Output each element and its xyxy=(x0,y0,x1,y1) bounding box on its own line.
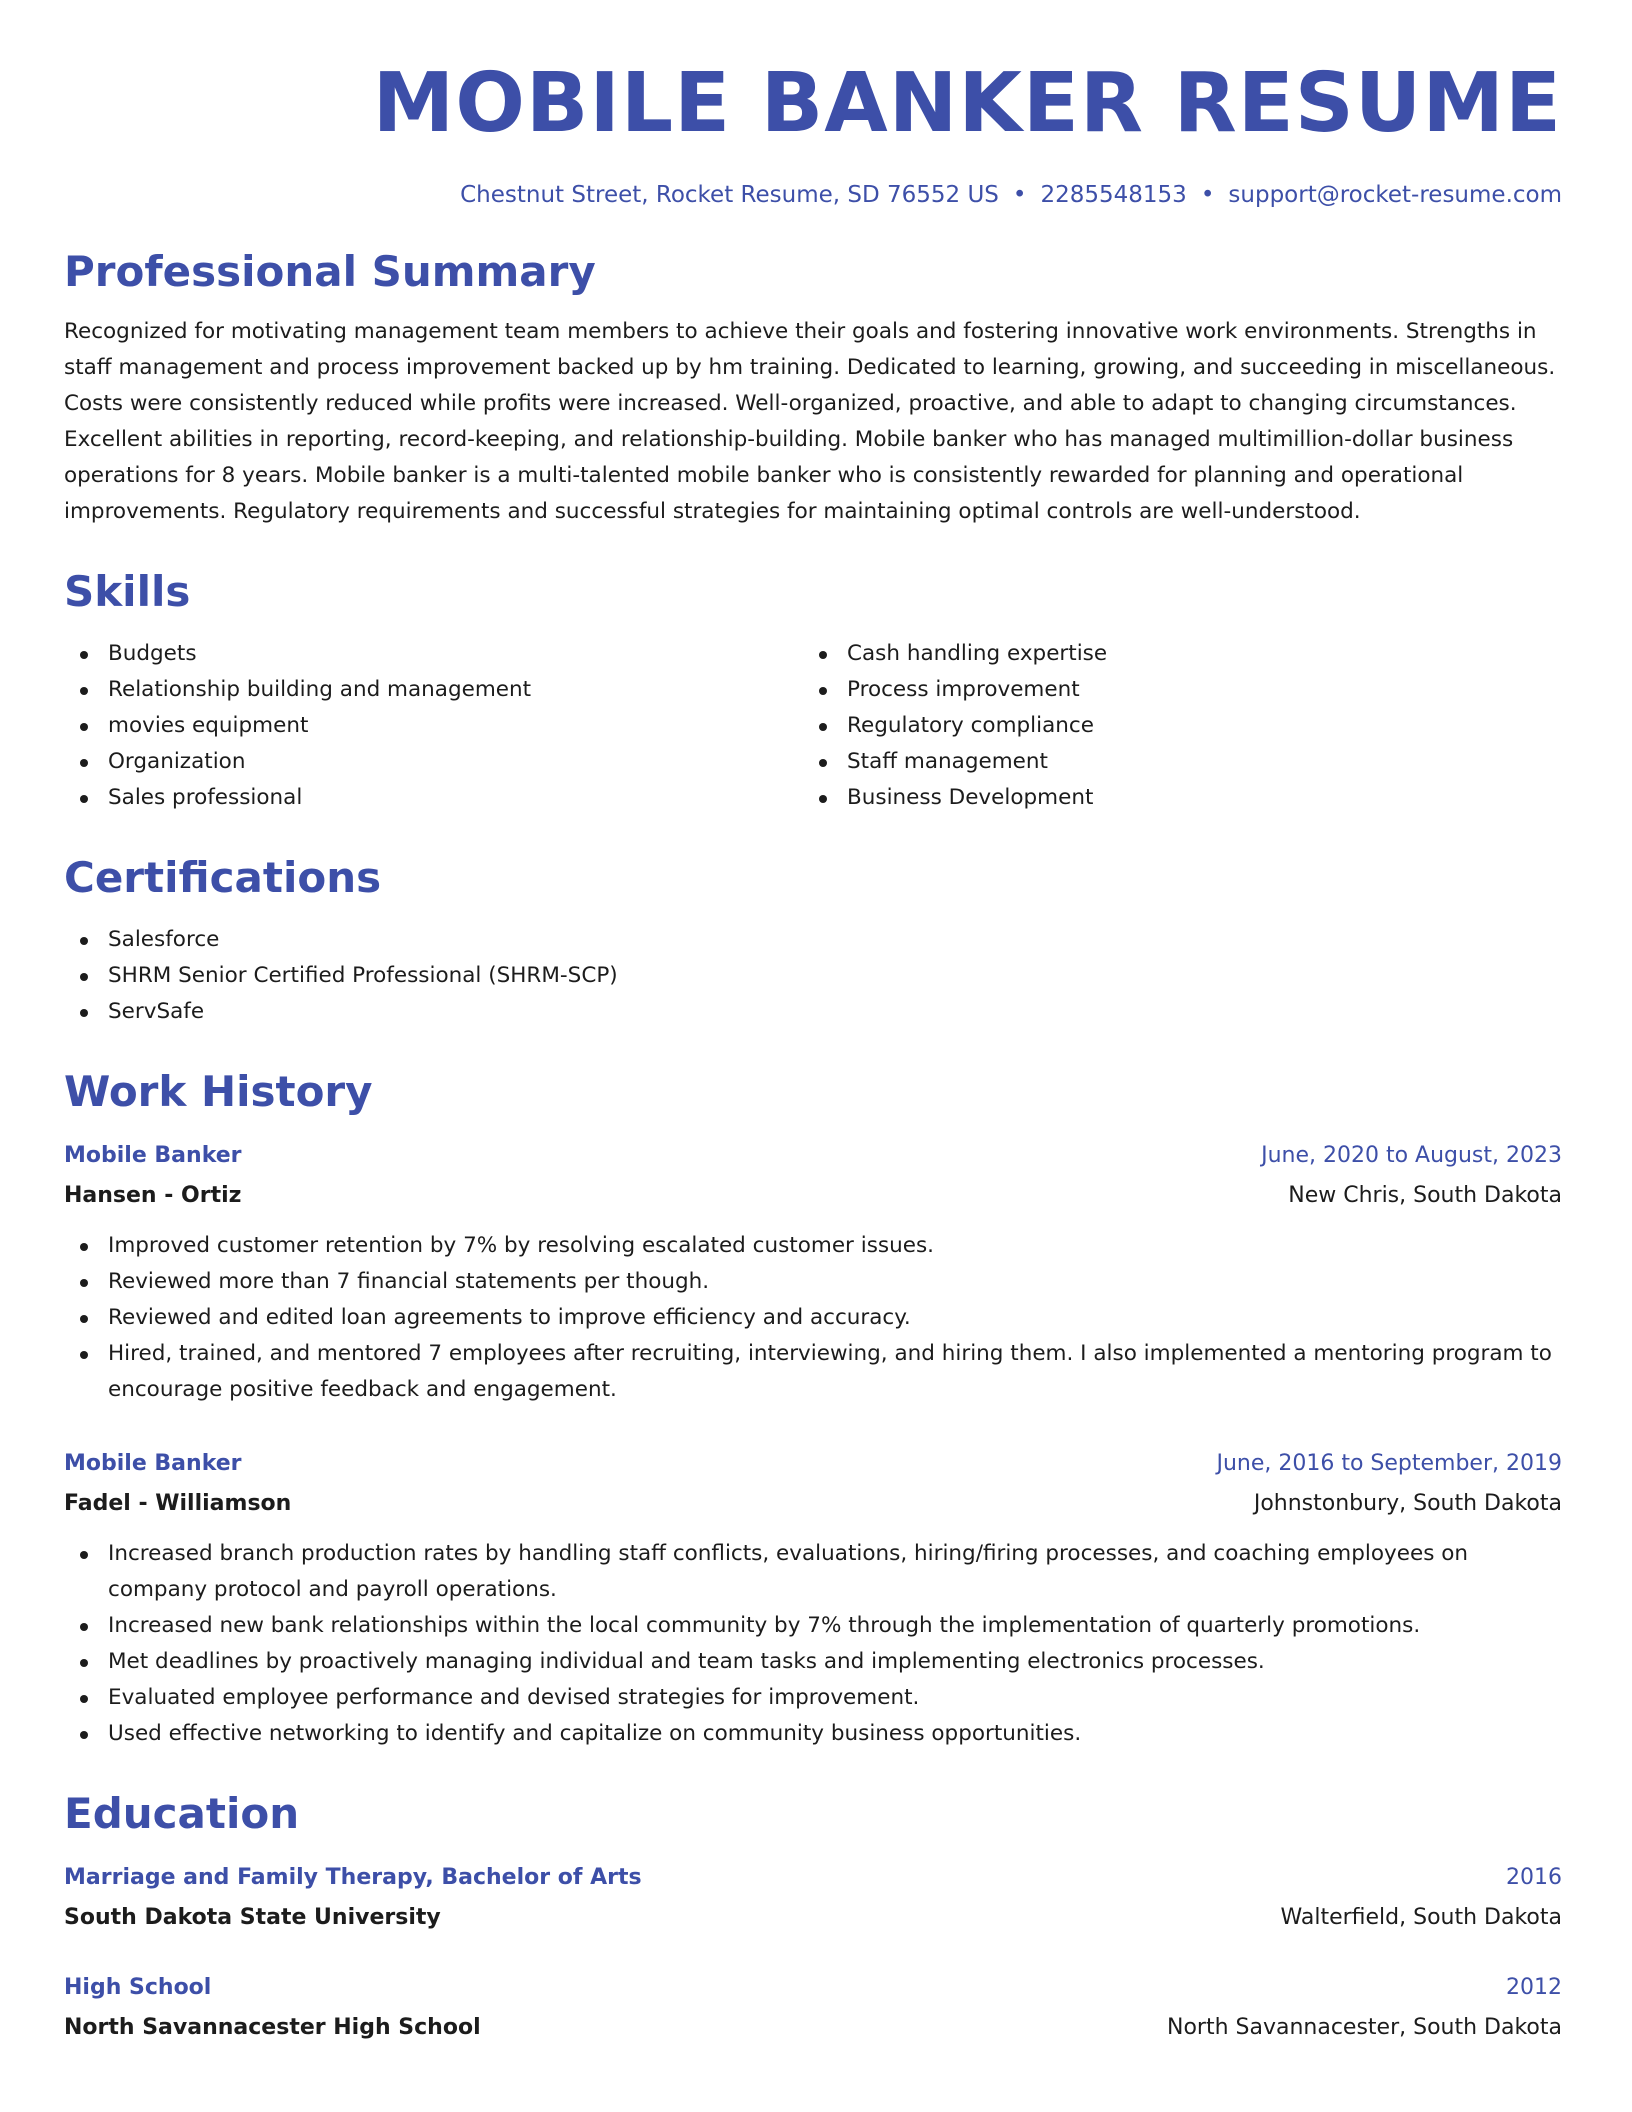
job-bullet: Reviewed and edited loan agreements to improve efficiency and accuracy. xyxy=(64,1300,1562,1336)
skills-grid xyxy=(64,636,1562,816)
skills-column-right xyxy=(803,636,1542,816)
job-company: Fadel - Williamson xyxy=(64,1491,292,1516)
job-company: Hansen - Ortiz xyxy=(64,1183,242,1208)
job-bullet: Increased new bank relationships within the local community by 7% through the implementation of quarterly promotions. xyxy=(64,1608,1562,1644)
contact-address: Chestnut Street, Rocket Resume, SD 76552 US xyxy=(460,182,999,208)
job-dates: June, 2016 to September, 2019 xyxy=(1216,1451,1562,1476)
job-entry xyxy=(64,1444,1562,1752)
contact-separator: • xyxy=(1012,182,1027,208)
education-school: North Savannacester High School xyxy=(64,2015,481,2040)
certifications-list xyxy=(64,922,1562,1030)
job-title-row xyxy=(64,1136,1562,1176)
professional-summary-section xyxy=(64,246,1562,530)
education-degree: Marriage and Family Therapy, Bachelor of Arts xyxy=(64,1865,642,1890)
section-heading-work-history: Work History xyxy=(64,1067,373,1116)
work-history-section xyxy=(64,1066,1562,1752)
education-year: 2016 xyxy=(1506,1865,1562,1890)
summary-text: Recognized for motivating management team members to achieve their goals and fostering innovative work environments. Strengths in staff management and process improvement backed up by hm training. Dedicated to learning, growing, and succeeding in miscellaneous. Costs were consistently reduced while profits were increased. Well-organized, proactive, and able to adapt to changing circumstances. Excellent abilities in reporting, record-keeping, and relationship-building. Mobile banker who has managed multimillion-dollar business operations for 8 years. Mobile banker is a multi-talented mobile banker who is consistently rewarded for planning and operational improvements. Regulatory requirements and successful strategies for maintaining optimal controls are well-understood. xyxy=(64,319,1556,524)
education-degree-row xyxy=(64,1968,1562,2008)
education-degree-row xyxy=(64,1858,1562,1898)
skill-item: Regulatory compliance xyxy=(803,708,1542,744)
section-heading-skills: Skills xyxy=(64,567,191,616)
job-bullet: Evaluated employee performance and devised strategies for improvement. xyxy=(64,1680,1562,1716)
job-bullet: Hired, trained, and mentored 7 employees after recruiting, interviewing, and hiring them. I also implemented a mentoring program to encourage positive feedback and engagement. xyxy=(64,1336,1562,1408)
job-company-row xyxy=(64,1484,1562,1524)
skill-item: Cash handling expertise xyxy=(803,636,1542,672)
education-school-row xyxy=(64,1898,1562,1938)
skills-section xyxy=(64,566,1562,816)
section-heading-certifications: Certifications xyxy=(64,853,382,902)
certifications-section xyxy=(64,852,1562,1030)
skill-item: Budgets xyxy=(64,636,803,672)
job-company-row xyxy=(64,1176,1562,1216)
skill-item: Sales professional xyxy=(64,780,803,816)
skill-item: Organization xyxy=(64,744,803,780)
job-bullets xyxy=(64,1228,1562,1408)
job-title-row xyxy=(64,1444,1562,1484)
section-heading-summary: Professional Summary xyxy=(64,247,596,296)
education-school-row xyxy=(64,2008,1562,2048)
certification-item: ServSafe xyxy=(64,994,1562,1030)
contact-separator: • xyxy=(1200,182,1215,208)
education-location: Walterfield, South Dakota xyxy=(1280,1905,1562,1930)
contact-line xyxy=(64,180,1562,210)
job-dates: June, 2020 to August, 2023 xyxy=(1261,1143,1562,1168)
education-year: 2012 xyxy=(1506,1975,1562,2000)
job-entry xyxy=(64,1136,1562,1408)
education-entry xyxy=(64,1858,1562,1938)
education-degree: High School xyxy=(64,1975,212,2000)
job-role: Mobile Banker xyxy=(64,1143,242,1168)
skill-item: movies equipment xyxy=(64,708,803,744)
certification-item: Salesforce xyxy=(64,922,1562,958)
education-school: South Dakota State University xyxy=(64,1905,441,1930)
resume-title: MOBILE BANKER RESUME xyxy=(372,56,1562,151)
skill-item: Process improvement xyxy=(803,672,1542,708)
contact-email: support@rocket-resume.com xyxy=(1228,182,1562,208)
education-location: North Savannacester, South Dakota xyxy=(1166,2015,1562,2040)
skill-item: Staff management xyxy=(803,744,1542,780)
job-bullet: Met deadlines by proactively managing individual and team tasks and implementing electronics processes. xyxy=(64,1644,1562,1680)
section-heading-education: Education xyxy=(64,1789,300,1838)
certification-item: SHRM Senior Certified Professional (SHRM-SCP) xyxy=(64,958,1562,994)
job-role: Mobile Banker xyxy=(64,1451,242,1476)
job-bullet: Used effective networking to identify and capitalize on community business opportunities. xyxy=(64,1716,1562,1752)
skill-item: Relationship building and management xyxy=(64,672,803,708)
education-entry xyxy=(64,1968,1562,2048)
skills-column-left xyxy=(64,636,803,816)
job-bullets xyxy=(64,1536,1562,1752)
job-location: New Chris, South Dakota xyxy=(1288,1183,1562,1208)
resume-page xyxy=(64,56,1562,2048)
job-bullet: Increased branch production rates by handling staff conflicts, evaluations, hiring/firing processes, and coaching employees on company protocol and payroll operations. xyxy=(64,1536,1562,1608)
skill-item: Business Development xyxy=(803,780,1542,816)
education-section xyxy=(64,1788,1562,2048)
contact-phone: 2285548153 xyxy=(1040,182,1187,208)
resume-header xyxy=(64,56,1562,210)
job-location: Johnstonbury, South Dakota xyxy=(1253,1491,1562,1516)
job-bullet: Improved customer retention by 7% by resolving escalated customer issues. xyxy=(64,1228,1562,1264)
job-bullet: Reviewed more than 7 financial statements per though. xyxy=(64,1264,1562,1300)
